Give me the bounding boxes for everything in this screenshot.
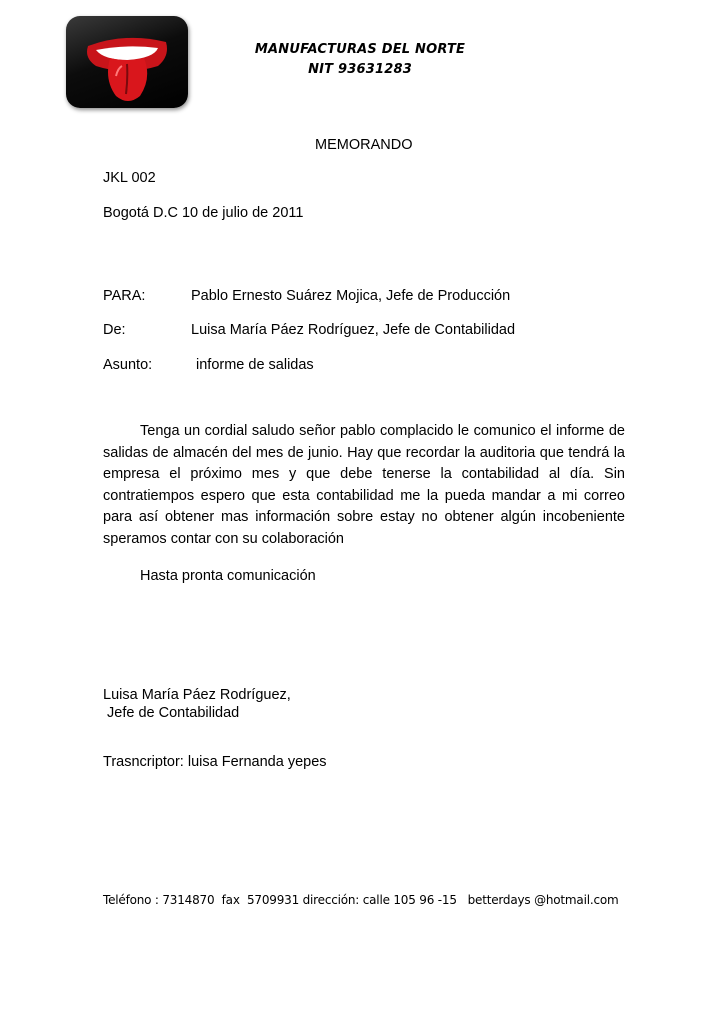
field-label-de: De: [103,322,126,338]
company-name: MANUFACTURAS DEL NORTE [254,42,466,57]
company-header [200,40,520,80]
signature-name: Luisa María Páez Rodríguez, [103,687,291,703]
company-nit: NIT 93631283 [308,62,412,77]
field-label-para: PARA: [103,288,146,304]
footer-contact: Teléfono : 7314870 fax 5709931 dirección: calle 105 96 -15 betterdays @hotmail.com [103,893,619,907]
tongue-logo-icon [66,16,188,108]
field-label-asunto: Asunto: [103,357,153,373]
transcriber-line: Trasncriptor: luisa Fernanda yepes [103,754,327,770]
field-value-asunto: informe de salidas [196,357,314,373]
signature-position: Jefe de Contabilidad [103,705,240,721]
body-paragraph: Tenga un cordial saludo señor pablo complacido le comunico el informe de salidas de almacén del mes de junio. Hay que recordar la auditoria que tendrá la empresa el próximo mes y que debe tenerse la contabilidad al día. Sin contratiempos espero que esta contabilidad me la pueda mandar a mi correo para así obtener mas información sobre estay no obtener algún incobeniente speramos contar con su colaboración [103,423,625,547]
memo-code: JKL 002 [103,170,156,186]
memo-date: Bogotá D.C 10 de julio de 2011 [103,205,304,221]
field-value-de: Luisa María Páez Rodríguez, Jefe de Contabilidad [191,322,516,338]
closing-line: Hasta pronta comunicación [140,568,316,584]
field-value-para: Pablo Ernesto Suárez Mojica, Jefe de Producción [191,288,511,304]
company-logo [66,16,188,108]
memo-title: MEMORANDO [315,137,413,153]
